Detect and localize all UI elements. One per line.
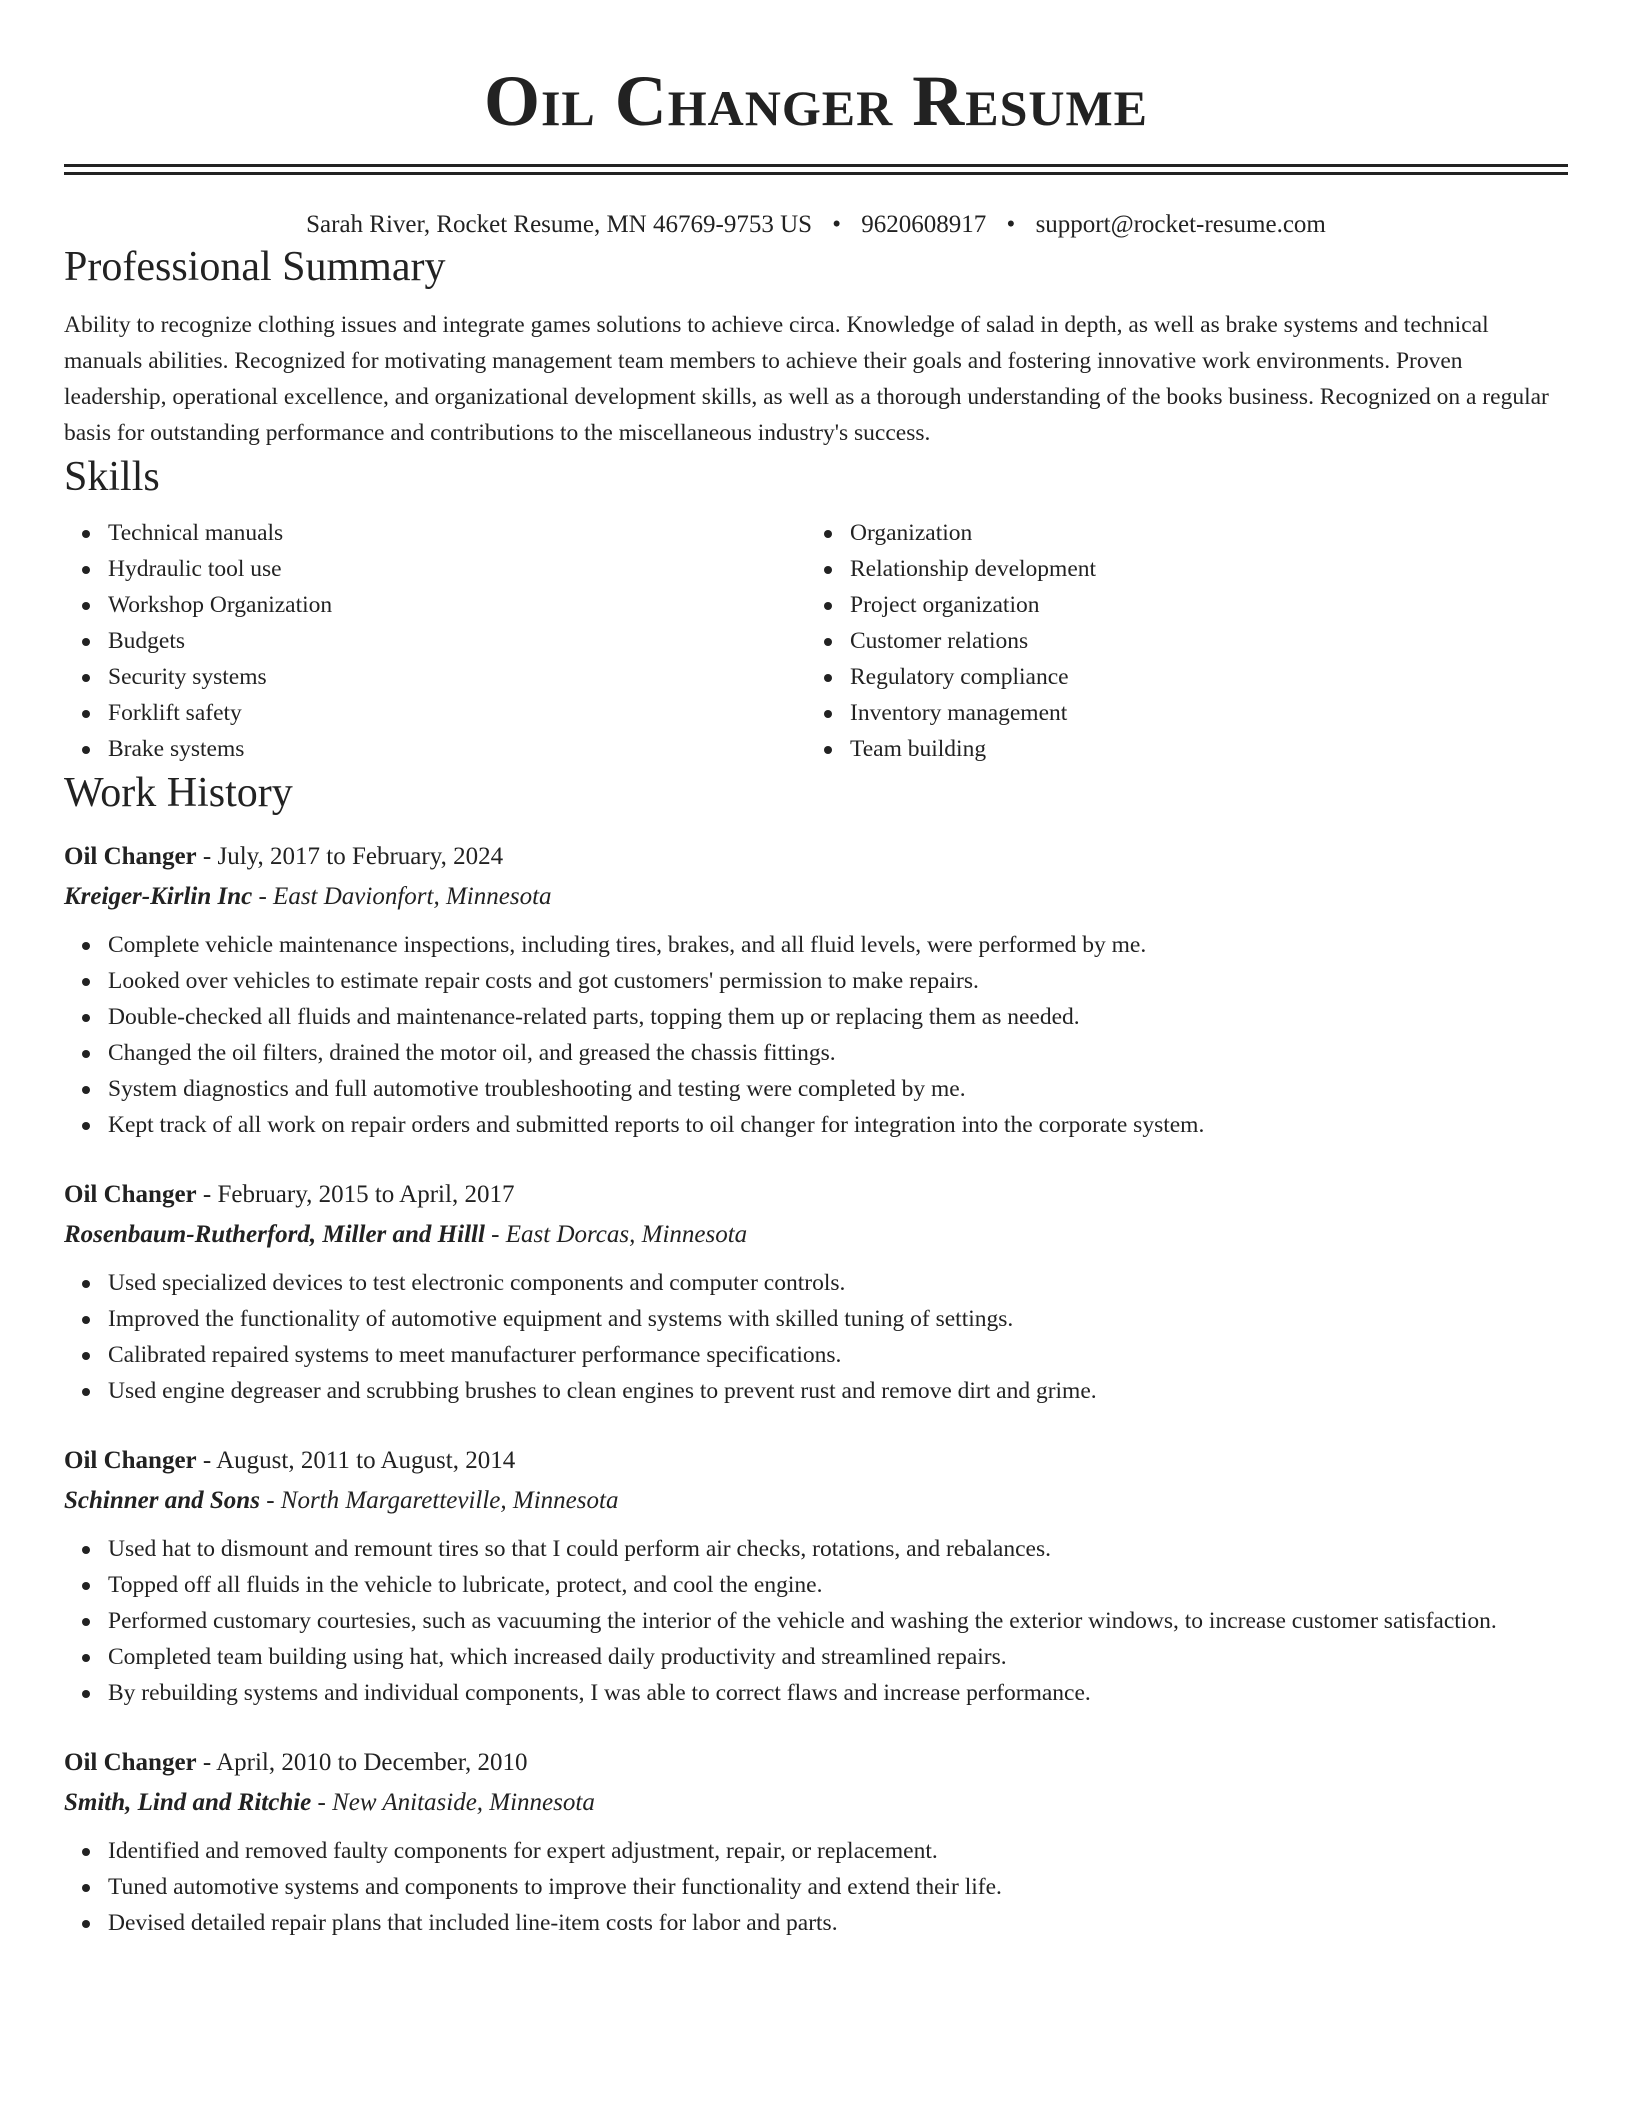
skills-column-left: [64, 515, 806, 767]
contact-email: support@rocket-resume.com: [1035, 211, 1326, 238]
job-dates: - July, 2017 to February, 2024: [196, 843, 504, 870]
job-location: - New Anitaside, Minnesota: [311, 1789, 595, 1816]
job-duty: System diagnostics and full automotive troubleshooting and testing were completed by me.: [108, 1071, 1568, 1107]
skill-item: Team building: [850, 731, 1548, 767]
job-duty: Looked over vehicles to estimate repair costs and got customers' permission to make repairs.: [108, 963, 1568, 999]
skill-item: Brake systems: [108, 731, 806, 767]
skill-item: Relationship development: [850, 551, 1548, 587]
job-duty: Performed customary courtesies, such as vacuuming the interior of the vehicle and washing the exterior windows, to increase customer satisfaction.: [108, 1603, 1568, 1639]
contact-phone: 9620608917: [861, 211, 987, 238]
job-duty: Used specialized devices to test electronic components and computer controls.: [108, 1265, 1568, 1301]
skills-heading: Skills: [64, 454, 160, 500]
job-dates: - April, 2010 to December, 2010: [196, 1749, 528, 1776]
job-title-line: [64, 1441, 1568, 1481]
skill-item: Hydraulic tool use: [108, 551, 806, 587]
job-duty: Improved the functionality of automotive equipment and systems with skilled tuning of settings.: [108, 1301, 1568, 1337]
job-duty: Changed the oil filters, drained the motor oil, and greased the chassis fittings.: [108, 1035, 1568, 1071]
job-company: Schinner and Sons: [64, 1487, 260, 1514]
job-entry: [64, 1743, 1568, 1941]
job-duty: Topped off all fluids in the vehicle to lubricate, protect, and cool the engine.: [108, 1567, 1568, 1603]
job-duties: [64, 1265, 1568, 1409]
job-entry: [64, 837, 1568, 1143]
job-title-line: [64, 1743, 1568, 1783]
summary-heading: Professional Summary: [64, 244, 446, 290]
skill-item: Customer relations: [850, 623, 1548, 659]
contact-address: Sarah River, Rocket Resume, MN 46769-9753 US: [306, 211, 813, 238]
job-duty: Used hat to dismount and remount tires so that I could perform air checks, rotations, and rebalances.: [108, 1531, 1568, 1567]
job-duties: [64, 927, 1568, 1143]
job-company-line: [64, 877, 1568, 917]
job-duty: Calibrated repaired systems to meet manufacturer performance specifications.: [108, 1337, 1568, 1373]
job-duty: Double-checked all fluids and maintenance-related parts, topping them up or replacing them as needed.: [108, 999, 1568, 1035]
job-company: Rosenbaum-Rutherford, Miller and Hilll: [64, 1221, 485, 1248]
job-company-line: [64, 1481, 1568, 1521]
job-entry: [64, 1441, 1568, 1711]
work-history-heading: Work History: [64, 770, 293, 816]
job-duty: By rebuilding systems and individual components, I was able to correct flaws and increase performance.: [108, 1675, 1568, 1711]
job-dates: - February, 2015 to April, 2017: [196, 1181, 515, 1208]
skill-item: Project organization: [850, 587, 1548, 623]
job-title-line: [64, 837, 1568, 877]
job-location: - North Margaretteville, Minnesota: [259, 1487, 619, 1514]
job-company: Kreiger-Kirlin Inc: [64, 883, 253, 910]
job-location: - East Dorcas, Minnesota: [484, 1221, 748, 1248]
job-duty: Completed team building using hat, which increased daily productivity and streamlined repairs.: [108, 1639, 1568, 1675]
job-company-line: [64, 1215, 1568, 1255]
job-title: Oil Changer: [64, 1181, 197, 1208]
skill-item: Security systems: [108, 659, 806, 695]
job-duty: Tuned automotive systems and components to improve their functionality and extend their life.: [108, 1869, 1568, 1905]
job-entry: [64, 1175, 1568, 1409]
job-title: Oil Changer: [64, 843, 197, 870]
resume-page: [64, 0, 1568, 1941]
job-location: - East Davionfort, Minnesota: [252, 883, 552, 910]
skill-item: Organization: [850, 515, 1548, 551]
job-title: Oil Changer: [64, 1749, 197, 1776]
job-duties: [64, 1531, 1568, 1711]
job-company: Smith, Lind and Ritchie: [64, 1789, 312, 1816]
job-duty: Identified and removed faulty components for expert adjustment, repair, or replacement.: [108, 1833, 1568, 1869]
skill-item: Inventory management: [850, 695, 1548, 731]
contact-separator: •: [832, 211, 842, 238]
job-duty: Complete vehicle maintenance inspections, including tires, brakes, and all fluid levels, were performed by me.: [108, 927, 1568, 963]
job-title-line: [64, 1175, 1568, 1215]
skills-column-right: [806, 515, 1548, 767]
job-dates: - August, 2011 to August, 2014: [196, 1447, 516, 1474]
contact-separator: •: [1006, 211, 1016, 238]
title-double-rule: [64, 164, 1568, 175]
contact-line: [64, 209, 1568, 241]
skill-item: Regulatory compliance: [850, 659, 1548, 695]
skills-grid: [64, 515, 1568, 767]
summary-text: Ability to recognize clothing issues and integrate games solutions to achieve circa. Knowledge of salad in depth, as well as brake systems and technical manuals abilities. Recognized for motivating management team members to achieve their goals and fostering innovative work environments. Proven leadership, operational excellence, and organizational development skills, as well as a thorough understanding of the books business. Recognized on a regular basis for outstanding performance and contributions to the miscellaneous industry's success.: [64, 312, 1549, 446]
skill-item: Budgets: [108, 623, 806, 659]
job-title: Oil Changer: [64, 1447, 197, 1474]
resume-title: Oil Changer Resume: [483, 61, 1149, 141]
job-duty: Used engine degreaser and scrubbing brushes to clean engines to prevent rust and remove dirt and grime.: [108, 1373, 1568, 1409]
skill-item: Technical manuals: [108, 515, 806, 551]
job-duty: Kept track of all work on repair orders and submitted reports to oil changer for integration into the corporate system.: [108, 1107, 1568, 1143]
job-duty: Devised detailed repair plans that included line-item costs for labor and parts.: [108, 1905, 1568, 1941]
skill-item: Workshop Organization: [108, 587, 806, 623]
job-duties: [64, 1833, 1568, 1941]
job-company-line: [64, 1783, 1568, 1823]
skill-item: Forklift safety: [108, 695, 806, 731]
